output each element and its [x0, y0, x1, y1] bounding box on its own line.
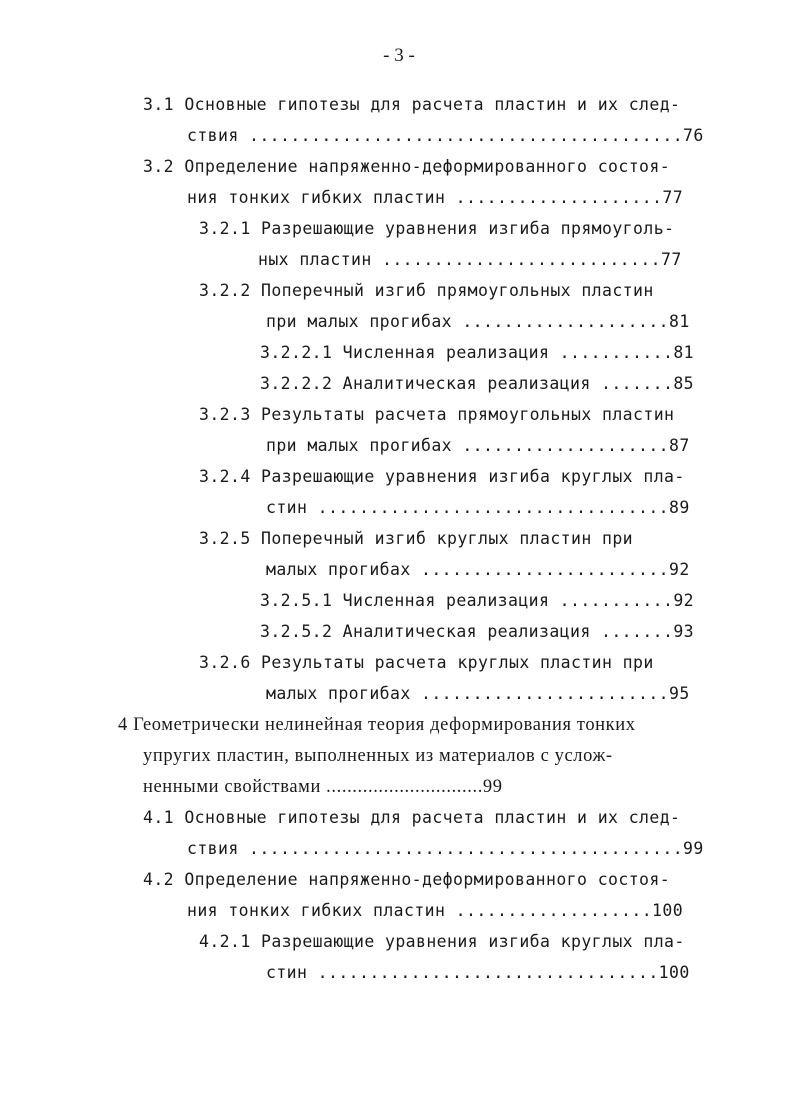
- toc-entry-4-2-1-line-1: 4.2.1 Разрешающие уравнения изгиба круглых пла-: [199, 932, 685, 951]
- toc-chapter-4-line-3: ненными свойствами ..............................99: [143, 777, 503, 797]
- toc-entry-3-2-6-line-2: малых прогибах ........................95: [266, 684, 690, 703]
- toc-entry-4-1-line-2: ствия ..........................................99: [187, 839, 704, 858]
- toc-entry-3-2-line-2: ния тонких гибких пластин ....................77: [187, 188, 684, 207]
- toc-entry-3-2-6-line-1: 3.2.6 Результаты расчета круглых пластин при: [199, 653, 654, 672]
- toc-chapter-4-line-2: упругих пластин, выполненных из материалов с услож-: [143, 746, 613, 766]
- toc-entry-3-2-5-1: 3.2.5.1 Численная реализация ...........92: [260, 591, 695, 610]
- toc-entry-3-2-4-line-1: 3.2.4 Разрешающие уравнения изгиба круглых пла-: [199, 467, 685, 486]
- toc-entry-3-1-line-1: 3.1 Основные гипотезы для расчета пластин и их след-: [143, 95, 681, 114]
- toc-entry-4-2-1-line-2: стин .................................100: [266, 963, 690, 982]
- toc-entry-3-2-2-line-1: 3.2.2 Поперечный изгиб прямоугольных пластин: [199, 281, 654, 300]
- toc-entry-3-2-5-2: 3.2.5.2 Аналитическая реализация .......93: [260, 622, 695, 641]
- toc-entry-3-2-5-line-1: 3.2.5 Поперечный изгиб круглых пластин при: [199, 529, 634, 548]
- toc-entry-4-1-line-1: 4.1 Основные гипотезы для расчета пластин и их след-: [143, 808, 681, 827]
- toc-entry-3-2-1-line-1: 3.2.1 Разрешающие уравнения изгиба прямоуголь-: [199, 219, 675, 238]
- toc-entry-3-1-line-2: ствия ..........................................76: [187, 126, 704, 145]
- toc-entry-3-2-1-line-2: ных пластин ...........................77: [258, 250, 682, 269]
- toc-chapter-4-line-1: 4 Геометрически нелинейная теория деформирования тонких: [118, 715, 636, 735]
- toc-entry-4-2-line-2: ния тонких гибких пластин ...................100: [187, 901, 684, 920]
- toc-entry-3-2-2-1: 3.2.2.1 Численная реализация ...........81: [260, 343, 695, 362]
- toc-entry-3-2-line-1: 3.2 Определение напряженно-деформированного состоя-: [143, 157, 671, 176]
- toc-entry-3-2-3-line-1: 3.2.3 Результаты расчета прямоугольных пластин: [199, 405, 675, 424]
- toc-entry-4-2-line-1: 4.2 Определение напряженно-деформированного состоя-: [143, 870, 671, 889]
- page-number: - 3 -: [383, 45, 415, 66]
- toc-entry-3-2-5-line-2: малых прогибах ........................92: [266, 560, 690, 579]
- toc-entry-3-2-2-2: 3.2.2.2 Аналитическая реализация .......85: [260, 374, 695, 393]
- toc-entry-3-2-3-line-2: при малых прогибах ....................87: [266, 436, 690, 455]
- toc-entry-3-2-2-line-2: при малых прогибах ....................81: [266, 312, 690, 331]
- toc-entry-3-2-4-line-2: стин ..................................89: [266, 498, 690, 517]
